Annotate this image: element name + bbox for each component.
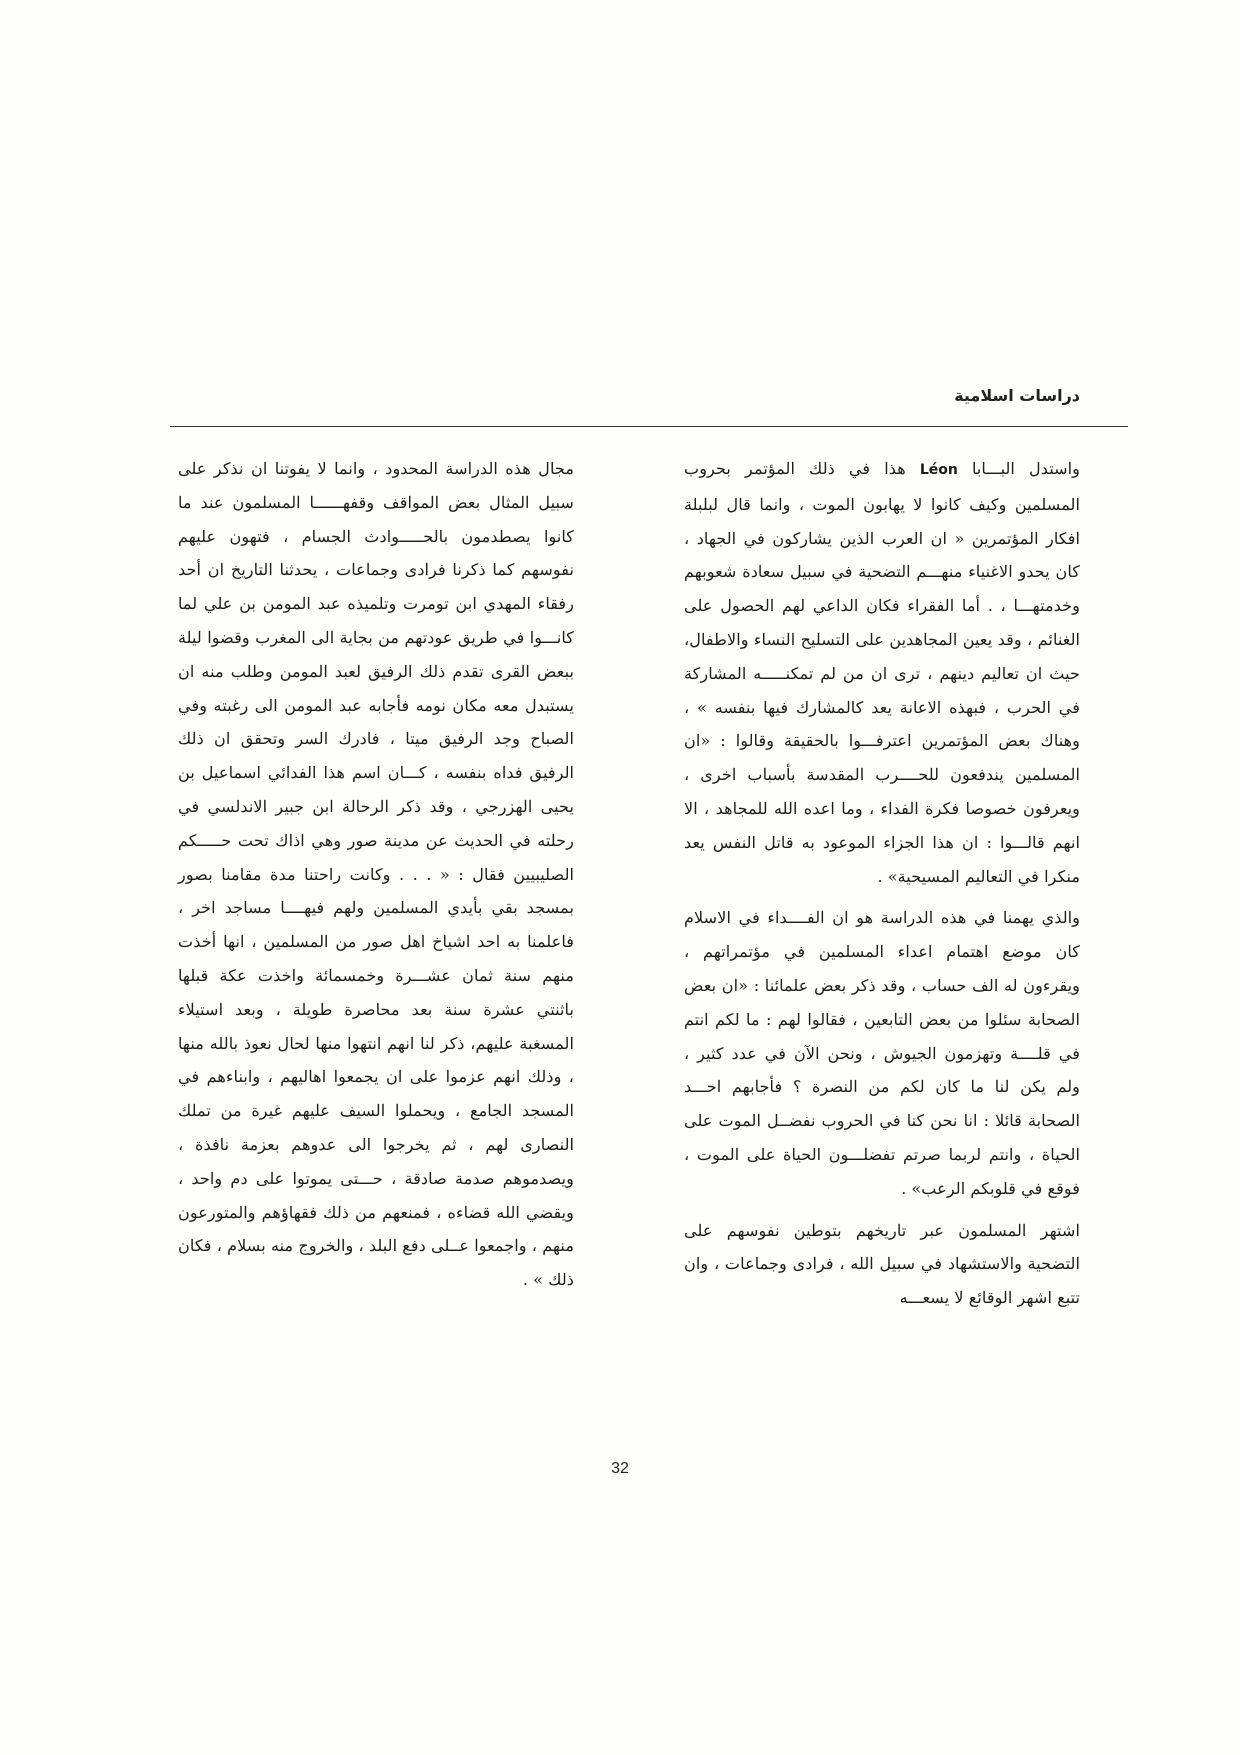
- left-column: [178, 452, 574, 1297]
- right-paragraph-1-start: واستدل البـــابا: [971, 459, 1081, 478]
- right-paragraph-3: اشتهر المسلمون عبر تاريخهم بتوطين نفوسهم على التضحية والاستشهاد في سبيل الله ، فرادى وجماعات ، وان تتبع اشهر الوقائع لا يسعـــه: [684, 1220, 1080, 1308]
- latin-name-leon: Léon: [919, 462, 958, 478]
- right-paragraph-1-rest: هذا في ذلك المؤتمر بحروب المسلمين وكيف كانوا لا يهابون الموت ، وانما قال لبلبلة افكار المؤتمرين « ان العرب الذين يشاركون في الجهاد ، كان يحدو الاغنياء منهـــم التضحية في سبيل سعادة شعوبهم وخدمتهـــا ، . أما الفقراء فكان الداعي لهم الحصول على الغنائم ، وقد يعين المجاهدين على التسليح النساء والاطفال، حيث ان تعاليم دينهم ، ترى ان من لم تمكنـــــه المشاركة في الحرب ، فبهذه الاعانة يعد كالمشارك فيها بنفسه » ، وهناك بعض المؤتمرين اعترفـــوا بالحقيقة وقالوا : «ان المسلمين يندفعون للحــــرب المقدسة بأسباب اخرى ، ويعرفون خصوصا فكرة الفداء ، وما اعده الله للمجاهد ، الا انهم قالـــوا : ان هذا الجزاء الموعود به قاتل النفس يعد منكرا في التعاليم المسيحية» .: [684, 459, 1080, 886]
- right-paragraph-2: والذي يهمنا في هذه الدراسة هو ان الفــــداء في الاسلام كان موضع اهتمام اعداء المسلمين في مؤتمراتهم ، ويقرءون له الف حساب ، وقد ذكر بعض علمائنا : «ان بعض الصحابة سئلوا من بعض التابعين ، فقالوا لهم : ما لكم انتم في قلــــة وتهزمون الجيوش ، ونحن الآن في عدد كثير ، ولم يكن لنا ما كان لكم من النصرة ؟ فأجابهم احـــد الصحابة قائلا : انا نحن كنا في الحروب نفضــل الموت على الحياة ، وانتم لربما صرتم تفضلـــون الحياة على الموت ، فوقع في قلوبكم الرعب» .: [684, 908, 1080, 1198]
- header-rule: [170, 426, 1128, 427]
- right-column: [684, 452, 1080, 1315]
- running-header-title: دراسات اسلامية: [954, 386, 1080, 405]
- right-paragraph-1: [684, 452, 1080, 893]
- left-paragraph-1: مجال هذه الدراسة المحدود ، وانما لا يفوتنا ان نذكر على سبيل المثال بعض المواقف وقفهــــــا المسلمون عند ما كانوا يصطدمون بالحـــــوادث الجسام ، فتهون عليهم نفوسهم كما ذكرنا فرادى وجماعات ، يحدثنا التاريخ ان أحد رفقاء المهدي ابن تومرت وتلميذه عبد المومن بن علي لما كانـــوا في طريق عودتهم من بجاية الى المغرب وقضوا ليلة ببعض القرى تقدم ذلك الرفيق لعبد المومن وطلب منه ان يستبدل معه مكان نومه فأجابه عبد المومن الى رغبته وفي الصباح وجد الرفيق ميتا ، فادرك السر وتحقق ان ذلك الرفيق فداه بنفسه ، كـــان اسم هذا الفدائي اسماعيل بن يحيى الهزرجي ، وقد ذكر الرحالة ابن جبير الاندلسي في رحلته في الحديث عن مدينة صور وهي اذاك تحت حـــــكم الصليبيين فقال : « . . . وكانت راحتنا مدة مقامنا بصور بمسجد بقي بأيدي المسلمين ولهم فيهــــا مساجد اخر ، فاعلمنا به احد اشياخ اهل صور من المسلمين ، انها أخذت منهم سنة ثمان عشـــرة وخمسمائة واخذت عكة قبلها باثنتي عشرة سنة بعد محاصرة طويلة ، وبعد استيلاء المسغبة عليهم، ذكر لنا انهم انتهوا منها لحال نعوذ بالله منها ، وذلك انهم عزموا على ان يجمعوا اهاليهم ، وابناءهم في المسجد الجامع ، ويحملوا السيف عليهم غيرة من تملك النصارى لهم ، ثم يخرجوا الى عدوهم بعزمة نافذة ، ويصدموهم صدمة صادقة ، حـــتى يموتوا على دم واحد ، ويقضي الله قضاءه ، فمنعهم من ذلك فقهاؤهم والمتورعون منهم ، واجمعوا عــلى دفع البلد ، والخروج منه بسلام ، فكان ذلك » .: [178, 459, 574, 1290]
- page-number: 32: [611, 1460, 629, 1477]
